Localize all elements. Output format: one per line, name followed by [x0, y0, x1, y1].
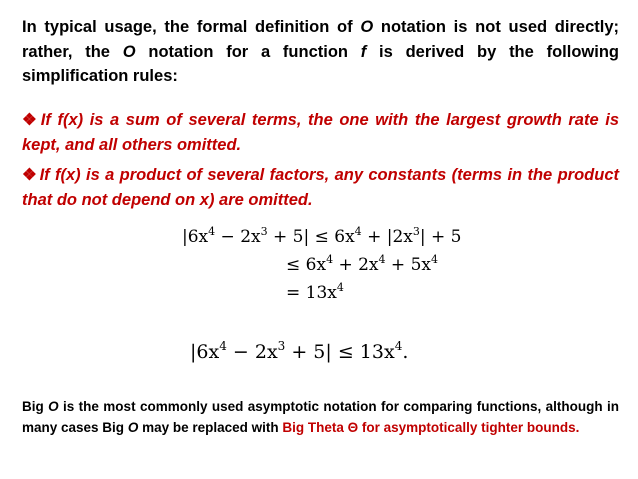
rule-product-text: If f(x) is a product of several factors, any constants (terms in the product that do not depend on x) are omitted. [22, 166, 619, 209]
equation-line-1: $|6x^4 - 2x^3 + 5| \le 6x^4 + |2x^3| + 5$ [182, 225, 462, 247]
equation-line-3: = $13x^4$ [286, 281, 344, 303]
equation-final: $|6x^4 - 2x^3 + 5| \le 13x^4$. [190, 339, 409, 363]
intro-text-3: notation for a function [135, 42, 361, 61]
intro-text-2: notation is not used directly; rather, the [22, 18, 619, 61]
big-o-symbol: O [360, 18, 374, 36]
rule-sum [22, 108, 619, 157]
big-theta-highlight: Big Theta Θ for asymptotically tighter bounds. [282, 419, 580, 435]
big-o-symbol: O [122, 42, 136, 61]
rule-product [22, 163, 619, 212]
intro-text-4: is derived by the following simplification rules: [22, 42, 619, 85]
outro-text-3: may be replaced with [138, 419, 283, 435]
rule-sum-text: If f(x) is a sum of several terms, the one with the largest growth rate is kept, and all others omitted. [22, 111, 619, 154]
intro-paragraph [22, 15, 619, 89]
diamond-bullet-icon: ❖ [22, 111, 39, 129]
big-o-symbol: O [127, 419, 139, 435]
outro-text-2: is the most commonly used asymptotic notation for comparing functions, although in many cases Big [22, 399, 619, 435]
intro-text-1: In typical usage, the formal definition of [22, 18, 361, 36]
big-o-symbol: O [48, 399, 59, 414]
diamond-bullet-icon: ❖ [22, 166, 38, 184]
function-f-symbol: f [360, 42, 367, 61]
equation-line-2: ≤ $6x^4 + 2x^4 + 5x^4$ [286, 253, 438, 275]
outro-text-1: Big [22, 399, 49, 414]
outro-paragraph [22, 397, 619, 438]
